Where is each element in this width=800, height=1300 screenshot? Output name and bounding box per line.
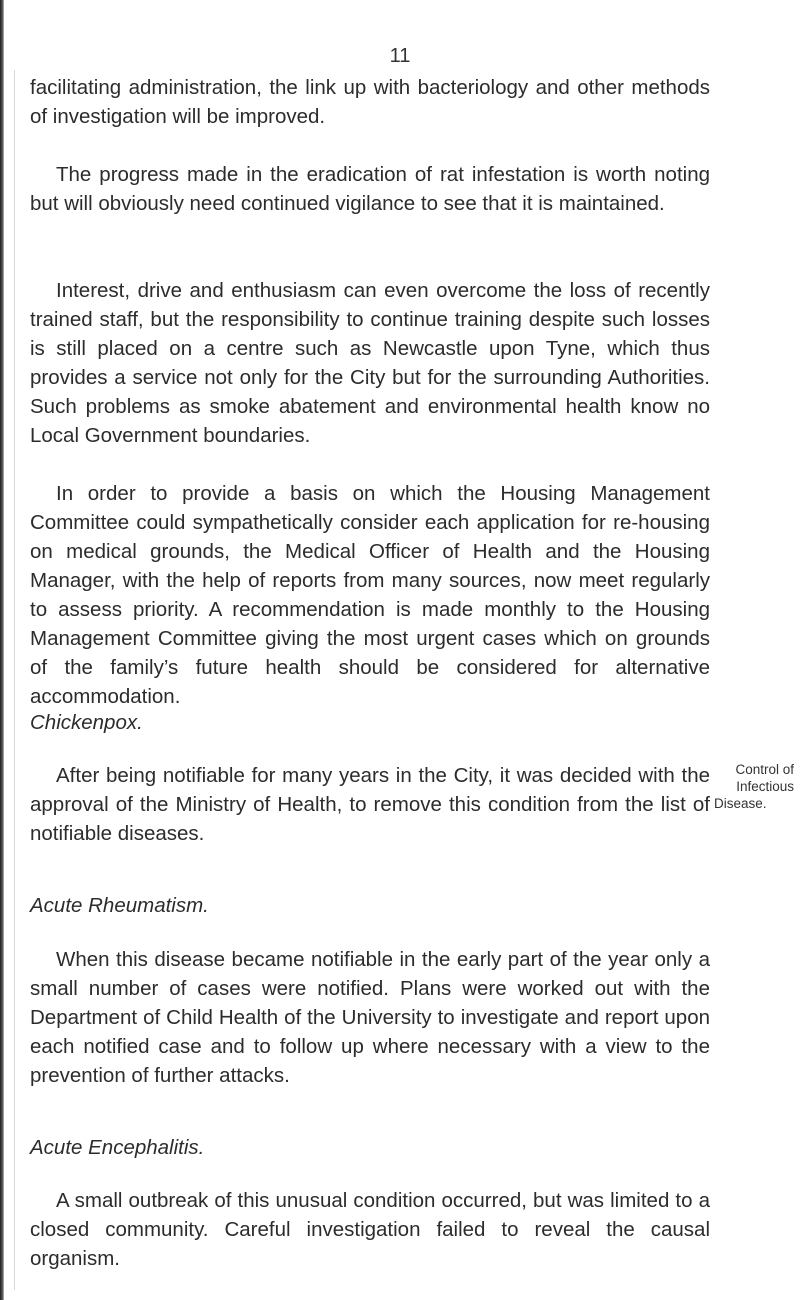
paragraph-rat-infestation: The progress made in the eradication of rat infestation is worth noting but will obviously need continued vigilance to see that it is maintained.: [30, 163, 710, 215]
paragraph-administration: facilitating administration, the link up with bacteriology and other methods of investigation will be improved.: [30, 76, 710, 128]
margin-note-line-3: Disease.: [714, 796, 767, 811]
paragraph-housing-management: In order to provide a basis on which the Housing Management Committee could sympathetically consider each application for re-housing on medical grounds, the Medical Officer of Health and the Housing Manager, with the help of reports from many sources, now meet regularly to assess priority. A recommendation is made monthly to the Housing Management Committee giving the most urgent cases which on grounds of the family’s future health should be considered for alternative accommodation.: [30, 482, 710, 708]
paragraph-chickenpox: After being notifiable for many years in the City, it was decided with the approval of the Ministry of Health, to remove this condition from the list of notifiable diseases.: [30, 764, 710, 845]
gutter-line: [14, 70, 15, 1290]
margin-note-control-infectious-disease: [714, 761, 798, 812]
heading-chickenpox: Chickenpox.: [30, 711, 143, 734]
margin-note-line-1: Control of: [735, 762, 794, 777]
paragraph-training-staff: Interest, drive and enthusiasm can even overcome the loss of recently trained staff, but the responsibility to continue training despite such losses is still placed on a centre such as Newcastle upon Tyne, which thus provides a service not only for the City but for the surrounding Authorities. Such problems as smoke abatement and environmental health know no Local Government boundaries.: [30, 279, 710, 447]
page-number: 11: [389, 45, 411, 67]
heading-acute-encephalitis: Acute Encephalitis.: [30, 1136, 205, 1159]
heading-acute-rheumatism: Acute Rheumatism.: [30, 894, 209, 917]
paragraph-acute-encephalitis: A small outbreak of this unusual condition occurred, but was limited to a closed community. Careful investigation failed to reveal the causal organism.: [30, 1189, 710, 1270]
margin-note-line-2: Infectious: [736, 779, 794, 794]
page-binding-edge: [0, 0, 4, 1300]
paragraph-acute-rheumatism: When this disease became notifiable in the early part of the year only a small number of cases were notified. Plans were worked out with the Department of Child Health of the University to investigate and report upon each notified case and to follow up where necessary with a view to the prevention of further attacks.: [30, 948, 710, 1087]
